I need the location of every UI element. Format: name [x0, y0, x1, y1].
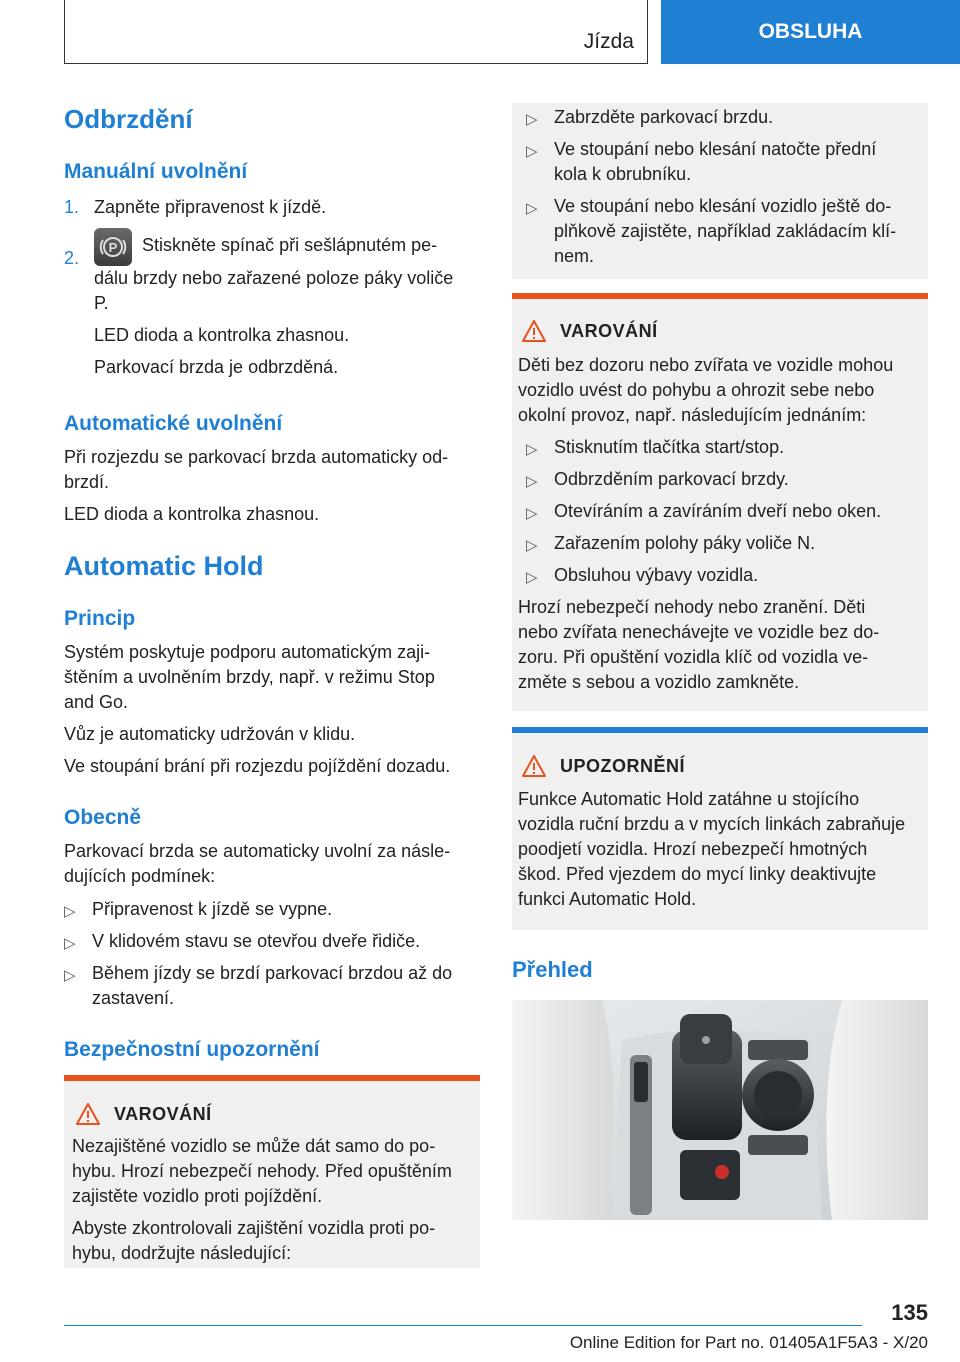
general-paragraph [64, 839, 484, 889]
text-line: zajistěte vozidlo proti pojíždění. [72, 1186, 323, 1206]
text-line: Funkce Automatic Hold zatáhne u stojícího [518, 789, 860, 809]
list-item-text: Připravenost k jízdě se vypne. [92, 899, 333, 919]
list-item [64, 897, 484, 922]
warning-box [512, 293, 928, 711]
list-item-text: Odbrzděním parkovací brzdy. [554, 469, 789, 489]
text-line: brzdí. [64, 472, 110, 492]
header-frame [64, 0, 648, 64]
footer-edition: Online Edition for Part no. 01405A1F5A3 - X/20 [569, 1333, 928, 1352]
text-line: Systém poskytuje podporu automatickým zaji- [64, 642, 431, 662]
list-item [526, 137, 921, 187]
warning-title: VAROVÁNÍ [114, 1103, 212, 1124]
text-line: Abyste zkontrolovali zajištění vozidla proti po- [72, 1218, 436, 1238]
list-item-text: kola k obrubníku. [554, 164, 692, 184]
heading-auto-release: Automatické uvolnění [64, 412, 283, 435]
text-line: Nezajištěné vozidlo se může dát samo do po- [72, 1136, 436, 1156]
text-line: Děti bez dozoru nebo zvířata ve vozidle mohou [518, 355, 894, 375]
step2-line: dálu brzdy nebo zařazené poloze páky voliče [94, 268, 454, 288]
heading-general: Obecně [64, 806, 142, 829]
step-note: LED dioda a kontrolka zhasnou. [94, 325, 350, 345]
step2-line: Stiskněte spínač při sešlápnutém pe- [142, 235, 438, 255]
text-line: poodjetí vozidla. Hrozí nebezpečí hmotných [518, 839, 868, 859]
text-line: změte s sebou a vozidlo zamkněte. [518, 672, 800, 692]
step2-line: P. [94, 293, 109, 313]
step-1 [64, 195, 484, 220]
list-item-text: V klidovém stavu se otevřou dveře řidiče. [92, 931, 421, 951]
warning-triangle-icon [522, 320, 546, 342]
list-item-text: Ve stoupání nebo klesání vozidlo ještě do- [554, 196, 892, 216]
header-tab-obsluha[interactable]: OBSLUHA [661, 0, 960, 64]
bullet-triangle-icon: ▷ [526, 473, 538, 490]
list-item-text: Ve stoupání nebo klesání natočte přední [554, 139, 877, 159]
bullet-triangle-icon: ▷ [526, 200, 538, 217]
warning-bar [64, 1075, 480, 1081]
auto-release-paragraph [64, 445, 484, 527]
notice-box [512, 727, 928, 930]
header-section-title: Jízda [583, 30, 634, 53]
list-item-text: nem. [554, 246, 595, 266]
principle-paragraph [64, 640, 484, 779]
list-item [64, 929, 484, 954]
text-line: Při rozjezdu se parkovací brzda automaticky od- [64, 447, 449, 467]
bullet-triangle-icon: ▷ [64, 903, 76, 920]
bullet-box [512, 103, 928, 279]
text-line: Parkovací brzda se automaticky uvolní za násle- [64, 841, 451, 861]
bullet-triangle-icon: ▷ [64, 967, 76, 984]
bullet-triangle-icon: ▷ [526, 111, 538, 128]
text-line: zoru. Při opuštění vozidla klíč od vozidla ve- [518, 647, 869, 667]
list-item-text: Během jízdy se brzdí parkovací brzdou až do [92, 963, 453, 983]
list-item [526, 435, 921, 460]
text-line: okolní provoz, např. následujícím jednáním: [518, 405, 867, 425]
list-item [64, 961, 484, 1011]
notice-bar [512, 727, 928, 733]
step-number: 1. [64, 197, 80, 217]
text-line: škod. Před vjezdem do mycí linky deaktivujte [518, 864, 877, 884]
text-line: Vůz je automaticky udržován v klidu. [64, 724, 356, 744]
text-line: vozidla ruční brzdu a v mycích linkách zabraňuje [518, 814, 906, 834]
page-number: 135 [891, 1300, 928, 1325]
heading-manual-release: Manuální uvolnění [64, 160, 248, 183]
warning-triangle-icon [522, 755, 546, 777]
warning-bar [512, 293, 928, 299]
list-item-text: Obsluhou výbavy vozidla. [554, 565, 759, 585]
text-line: nebo zvířata nenechávejte ve vozidle bez do- [518, 622, 880, 642]
bullet-triangle-icon: ▷ [526, 505, 538, 522]
footer-divider [64, 1325, 862, 1326]
list-item-text: zastavení. [92, 988, 175, 1008]
bullet-triangle-icon: ▷ [526, 569, 538, 586]
text-line: Hrozí nebezpečí nehody nebo zranění. Děti [518, 597, 866, 617]
warning-box [64, 1075, 480, 1268]
text-line: and Go. [64, 692, 129, 712]
list-item-text: plňkově zajistěte, například zakládacím klí- [554, 221, 897, 241]
step-note: Parkovací brzda je odbrzděná. [94, 357, 339, 377]
parking-brake-icon [94, 228, 132, 266]
heading-safety: Bezpečnostní upozornění [64, 1038, 320, 1061]
text-line: funkci Automatic Hold. [518, 889, 697, 909]
list-item [526, 194, 921, 269]
step-number: 2. [64, 248, 80, 268]
heading-release: Odbrzdění [64, 104, 193, 134]
step-2 [64, 235, 484, 380]
text-line: vozidlo uvést do pohybu a ohrozit sebe nebo [518, 380, 875, 400]
bullet-triangle-icon: ▷ [526, 143, 538, 160]
list-item-text: Zařazením polohy páky voliče N. [554, 533, 816, 553]
heading-automatic-hold: Automatic Hold [64, 551, 264, 581]
center-console-photo [512, 1000, 928, 1220]
text-line: LED dioda a kontrolka zhasnou. [64, 504, 320, 524]
text-line: Ve stoupání brání při rozjezdu pojíždění dozadu. [64, 756, 451, 776]
list-item [526, 563, 921, 588]
bullet-triangle-icon: ▷ [526, 441, 538, 458]
list-item-text: Stisknutím tlačítka start/stop. [554, 437, 785, 457]
text-line: hybu, dodržujte následující: [72, 1243, 292, 1263]
warning-title: VAROVÁNÍ [560, 320, 658, 341]
list-item [526, 499, 921, 524]
list-item [526, 105, 921, 130]
text-line: hybu. Hrozí nebezpečí nehody. Před opuštěním [72, 1161, 452, 1181]
list-item-text: Otevíráním a zavíráním dveří nebo oken. [554, 501, 882, 521]
list-item [526, 467, 921, 492]
bullet-triangle-icon: ▷ [64, 935, 76, 952]
text-line: dujících podmínek: [64, 866, 216, 886]
heading-overview: Přehled [512, 957, 593, 982]
list-item [526, 531, 921, 556]
svg-text:P: P [108, 240, 118, 255]
notice-title: UPOZORNĚNÍ [560, 755, 686, 776]
warning-triangle-icon [76, 1103, 100, 1125]
text-line: štěním a uvolněním brzdy, např. v režimu Stop [64, 667, 435, 687]
bullet-triangle-icon: ▷ [526, 537, 538, 554]
heading-principle: Princip [64, 607, 136, 630]
step-text: Zapněte připravenost k jízdě. [94, 197, 327, 217]
list-item-text: Zabrzděte parkovací brzdu. [554, 107, 774, 127]
